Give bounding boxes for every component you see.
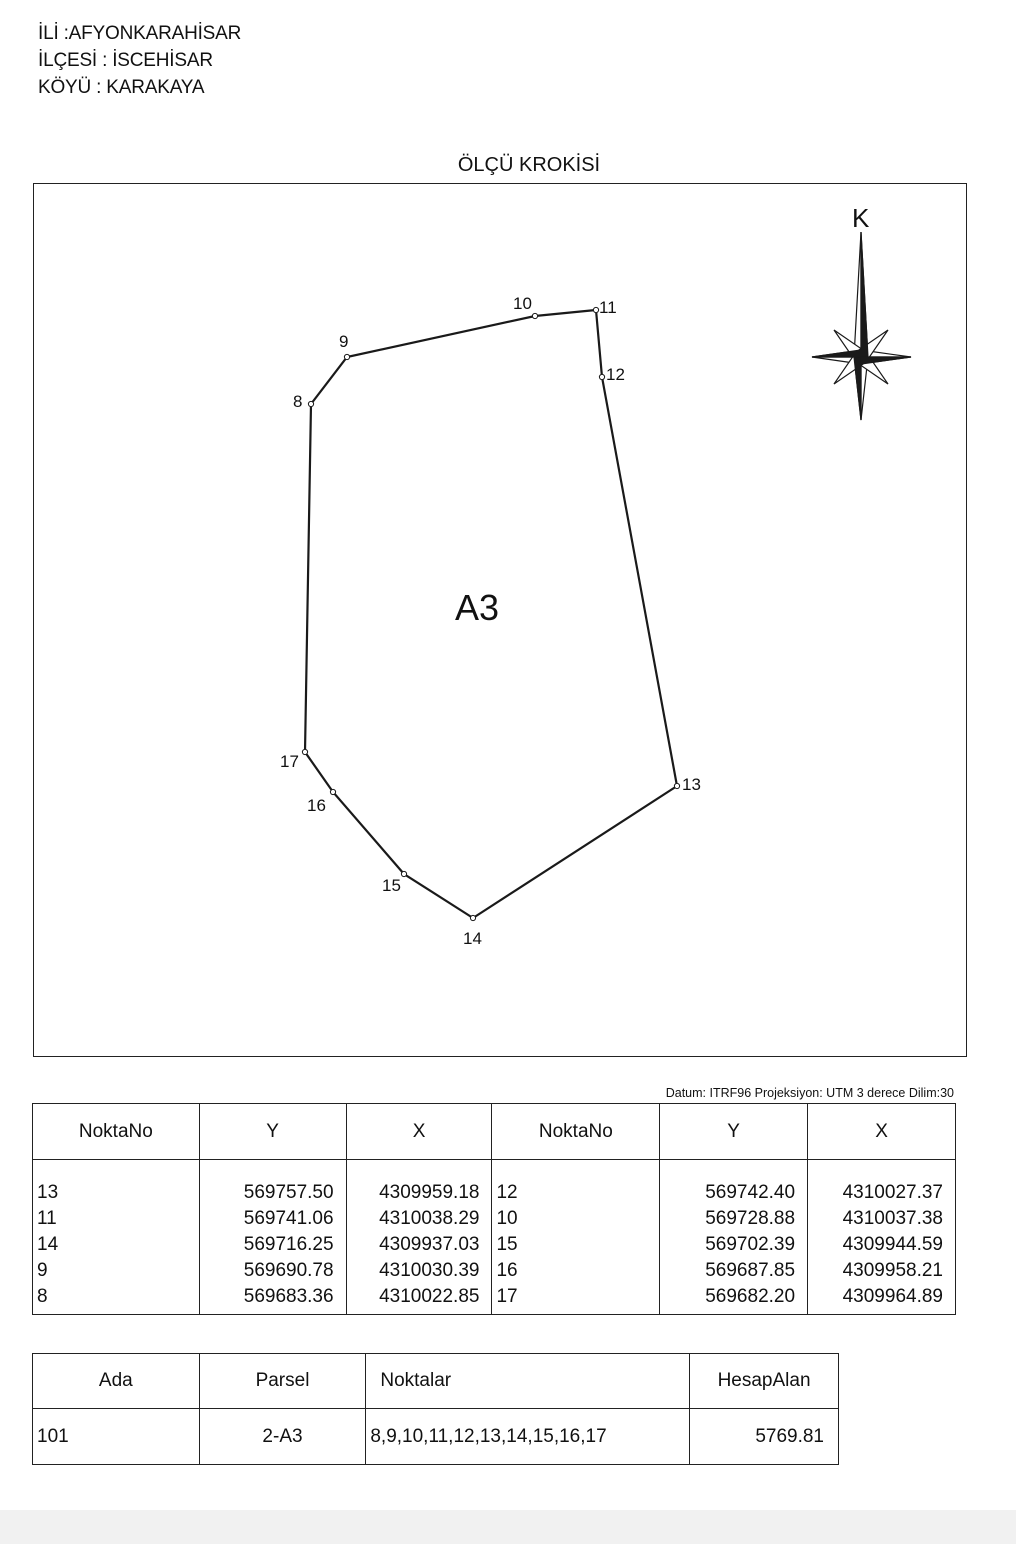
map-title: ÖLÇÜ KROKİSİ (457, 154, 601, 176)
table-row (33, 1160, 956, 1207)
area-cell: 5769.81 (690, 1409, 839, 1465)
column-header: X (808, 1104, 956, 1160)
point-label-15: 15 (382, 876, 401, 895)
y-cell: 569687.85 (660, 1258, 808, 1284)
point-no-cell: 15 (492, 1232, 660, 1258)
point-label-11: 11 (599, 298, 617, 317)
point-label-17: 17 (280, 752, 299, 771)
block-cell: 101 (33, 1409, 200, 1465)
north-label: K (852, 203, 870, 233)
column-header: Ada (33, 1354, 200, 1409)
parcel-label: A3 (455, 587, 500, 628)
y-cell: 569682.20 (660, 1284, 808, 1315)
x-cell: 4309944.59 (808, 1232, 956, 1258)
table-header-row (33, 1104, 956, 1160)
x-cell: 4309959.18 (346, 1160, 492, 1207)
table-row (33, 1258, 956, 1284)
page-footer-strip (0, 1510, 1016, 1544)
point-no-cell: 11 (33, 1206, 200, 1232)
column-header: Parsel (199, 1354, 366, 1409)
table-row (33, 1409, 839, 1465)
point-no-cell: 14 (33, 1232, 200, 1258)
point-marker-14 (470, 915, 475, 920)
district-label: İLÇESİ : İSCEHİSAR (38, 50, 213, 71)
x-cell: 4310022.85 (346, 1284, 492, 1315)
column-header: NoktaNo (492, 1104, 660, 1160)
point-marker-16 (330, 789, 335, 794)
point-no-cell: 17 (492, 1284, 660, 1315)
point-label-16: 16 (307, 796, 326, 815)
point-label-13: 13 (682, 775, 701, 794)
point-marker-12 (599, 374, 604, 379)
y-cell: 569741.06 (199, 1206, 346, 1232)
x-cell: 4309937.03 (346, 1232, 492, 1258)
point-no-cell: 16 (492, 1258, 660, 1284)
point-marker-8 (308, 401, 313, 406)
point-label-8: 8 (293, 392, 303, 411)
parcel-table (32, 1353, 839, 1465)
y-cell: 569716.25 (199, 1232, 346, 1258)
point-label-14: 14 (463, 929, 482, 948)
x-cell: 4310030.39 (346, 1258, 492, 1284)
column-header: Noktalar (366, 1354, 690, 1409)
column-header: Y (199, 1104, 346, 1160)
point-marker-13 (674, 783, 679, 788)
point-marker-9 (344, 354, 349, 359)
point-no-cell: 10 (492, 1206, 660, 1232)
points-cell: 8,9,10,11,12,13,14,15,16,17 (366, 1409, 690, 1465)
column-header: Y (660, 1104, 808, 1160)
point-marker-17 (302, 749, 307, 754)
point-label-9: 9 (339, 332, 349, 351)
province-label: İLİ :AFYONKARAHİSAR (38, 23, 242, 44)
table-header-row (33, 1354, 839, 1409)
y-cell: 569702.39 (660, 1232, 808, 1258)
y-cell: 569728.88 (660, 1206, 808, 1232)
coordinates-table (32, 1103, 956, 1315)
y-cell: 569683.36 (199, 1284, 346, 1315)
x-cell: 4309964.89 (808, 1284, 956, 1315)
y-cell: 569690.78 (199, 1258, 346, 1284)
parcel-cell: 2-A3 (199, 1409, 366, 1465)
datum-note: Datum: ITRF96 Projeksiyon: UTM 3 derece Dilim:30 (665, 1086, 954, 1100)
north-arrow-icon (812, 232, 911, 420)
table-row (33, 1206, 956, 1232)
x-cell: 4310038.29 (346, 1206, 492, 1232)
y-cell: 569742.40 (660, 1160, 808, 1207)
column-header: NoktaNo (33, 1104, 200, 1160)
point-marker-15 (401, 871, 406, 876)
point-no-cell: 12 (492, 1160, 660, 1207)
point-marker-11 (593, 307, 598, 312)
column-header: HesapAlan (690, 1354, 839, 1409)
x-cell: 4310037.38 (808, 1206, 956, 1232)
point-marker-10 (532, 313, 537, 318)
table-row (33, 1232, 956, 1258)
village-label: KÖYÜ : KARAKAYA (38, 77, 205, 98)
y-cell: 569757.50 (199, 1160, 346, 1207)
point-label-10: 10 (513, 294, 532, 313)
table-row (33, 1284, 956, 1315)
x-cell: 4309958.21 (808, 1258, 956, 1284)
x-cell: 4310027.37 (808, 1160, 956, 1207)
point-no-cell: 8 (33, 1284, 200, 1315)
point-label-12: 12 (606, 365, 625, 384)
column-header: X (346, 1104, 492, 1160)
point-no-cell: 13 (33, 1160, 200, 1207)
point-no-cell: 9 (33, 1258, 200, 1284)
